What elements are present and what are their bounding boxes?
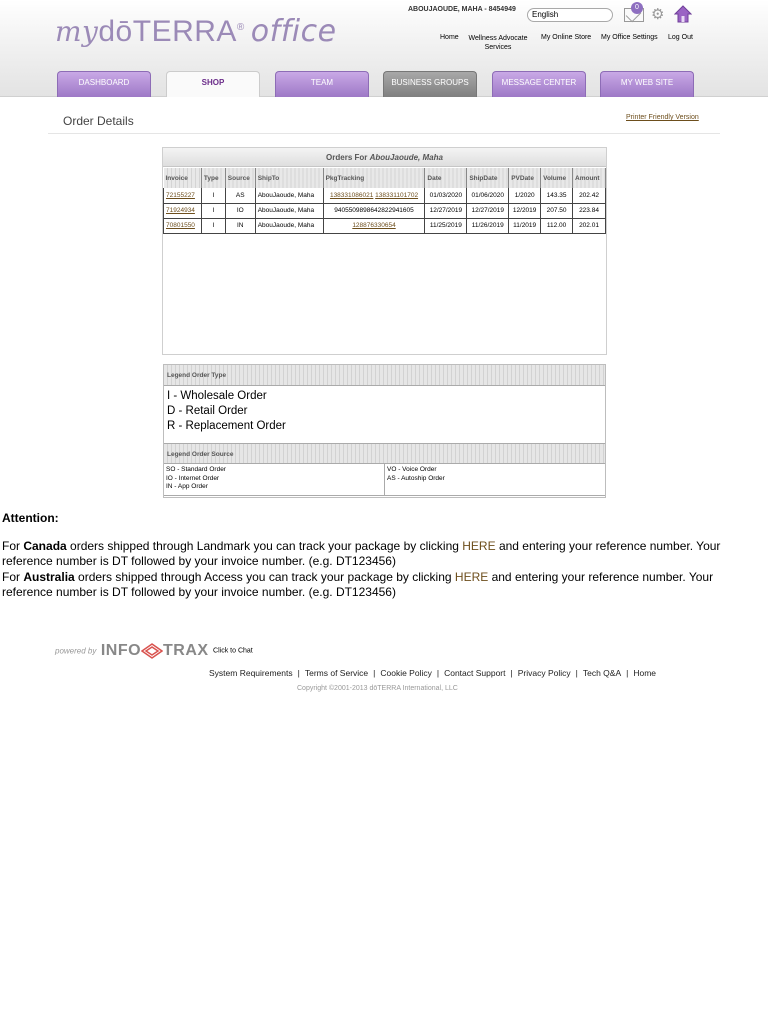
order-pv-date: 1/2020 [509, 188, 541, 203]
footer-tech-qa-link[interactable]: Tech Q&A [582, 668, 622, 678]
order-date: 11/25/2019 [425, 218, 467, 233]
legend-sources-left [164, 464, 385, 496]
legend-order-source-title: Legend Order Source [164, 443, 605, 464]
order-pv-date: 12/2019 [509, 203, 541, 218]
order-source: AS [225, 188, 255, 203]
order-pv-date: 11/2019 [509, 218, 541, 233]
legend-source-item: IN - App Order [166, 483, 208, 490]
title-divider [48, 133, 720, 134]
nav-log-out-link[interactable]: Log Out [668, 34, 693, 41]
footer-privacy-policy-link[interactable]: Privacy Policy [517, 668, 571, 678]
nav-home-link[interactable]: Home [440, 34, 459, 41]
australia-here-link[interactable]: HERE [454, 570, 489, 584]
mail-count-badge: 0 [631, 2, 643, 14]
canada-mid: orders shipped through Landmark you can track your package by clicking [66, 539, 463, 553]
mydoterra-office-logo[interactable] [55, 14, 337, 49]
order-tracking: 9405509898642822941605 [323, 203, 425, 218]
printer-friendly-link[interactable]: Printer Friendly Version [626, 114, 699, 121]
click-to-chat-link[interactable]: Click to Chat [213, 647, 253, 655]
tracking-link[interactable]: 138331086021 [329, 191, 374, 199]
orders-panel-header [163, 148, 606, 167]
legend-source-item: SO - Standard Order [166, 466, 226, 473]
order-ship-date: 12/27/2019 [467, 203, 509, 218]
legend-type-item: I - Wholesale Order [167, 390, 267, 402]
legend-source-item: VO - Voice Order [387, 466, 437, 473]
canada-country: Canada [23, 539, 67, 553]
legend-order-sources [164, 464, 605, 496]
canada-tracking-note [2, 539, 742, 569]
footer-links [209, 668, 656, 678]
nav-my-office-settings-link[interactable]: My Office Settings [601, 34, 658, 41]
order-row [164, 218, 606, 233]
logo-brand: dōTERRA [98, 15, 237, 48]
col-pvdate[interactable]: PVDate [509, 168, 541, 188]
australia-mid: orders shipped through Access you can track your package by clicking [74, 570, 455, 584]
order-type: I [201, 218, 225, 233]
tracking-link[interactable]: 128876330654 [352, 222, 396, 229]
footer-terms-link[interactable]: Terms of Service [304, 668, 369, 678]
col-pkgtracking[interactable]: PkgTracking [323, 168, 425, 188]
orders-table-header-row [164, 168, 606, 188]
orders-header-name: AbouJaoude, Maha [369, 153, 443, 162]
footer-separator: | [575, 668, 578, 678]
legend-panel [163, 364, 606, 498]
legend-source-item: IO - Internet Order [166, 474, 220, 482]
footer-system-requirements-link[interactable]: System Requirements [209, 668, 293, 678]
legend-type-item: D - Retail Order [167, 405, 248, 417]
col-volume[interactable]: Volume [541, 168, 573, 188]
order-type: I [201, 203, 225, 218]
tab-shop[interactable]: SHOP [166, 71, 260, 97]
logo-reg: ® [236, 22, 245, 33]
order-date: 12/27/2019 [425, 203, 467, 218]
order-volume: 207.50 [541, 203, 573, 218]
order-source: IN [225, 218, 255, 233]
australia-post: and entering your reference number. Your reference number is DT followed by your invoice number. (e.g. DT123456) [2, 570, 714, 599]
logo-office: office [250, 14, 337, 49]
col-shipdate[interactable]: ShipDate [467, 168, 509, 188]
powered-by-label: powered by [55, 646, 97, 656]
order-date: 01/03/2020 [425, 188, 467, 203]
order-amount: 202.42 [573, 188, 606, 203]
footer-separator: | [373, 668, 376, 678]
infotrax-logo-icon [141, 643, 163, 659]
logo-my: my [55, 15, 99, 48]
invoice-link[interactable]: 70801550 [166, 222, 195, 229]
order-row [164, 203, 606, 218]
order-source: IO [225, 203, 255, 218]
australia-pre: For [2, 570, 24, 584]
page-title: Order Details [63, 114, 134, 128]
order-ship-date: 01/06/2020 [467, 188, 509, 203]
footer-separator: | [510, 668, 513, 678]
nav-my-online-store-link[interactable]: My Online Store [541, 34, 592, 41]
canada-post: and entering your reference number. Your reference number is DT followed by your invoice number. (e.g. DT123456) [2, 539, 721, 568]
col-source[interactable]: Source [225, 168, 255, 188]
tab-message-center[interactable]: MESSAGE CENTER [492, 71, 586, 97]
powered-by-infotrax[interactable] [55, 642, 253, 662]
tab-team[interactable]: TEAM [275, 71, 369, 97]
gear-icon[interactable]: ⚙ [651, 6, 665, 23]
order-shipto: AbouJaoude, Maha [255, 203, 323, 218]
canada-pre: For [2, 539, 24, 553]
order-ship-date: 11/26/2019 [467, 218, 509, 233]
col-date[interactable]: Date [425, 168, 467, 188]
attention-section [2, 511, 742, 601]
attention-title: Attention: [2, 511, 59, 525]
user-info: ABOUJAOUDE, MAHA - 8454949 [408, 6, 516, 13]
legend-type-item: R - Replacement Order [167, 420, 286, 432]
infotrax-logo-info: INFO [100, 642, 142, 659]
footer-contact-support-link[interactable]: Contact Support [444, 668, 506, 678]
footer-separator: | [626, 668, 629, 678]
footer-separator: | [436, 668, 440, 678]
copyright: Copyright ©2001-2013 dōTERRA International, LLC [297, 685, 458, 692]
orders-panel [162, 147, 607, 355]
header [0, 0, 768, 97]
language-select[interactable]: English [527, 8, 613, 22]
infotrax-logo-trax: TRAX [163, 642, 209, 659]
footer-home-link[interactable]: Home [633, 668, 657, 678]
tab-my-web-site[interactable]: MY WEB SITE [600, 71, 694, 97]
legend-order-type-title: Legend Order Type [164, 365, 605, 386]
invoice-link[interactable]: 71924934 [166, 207, 195, 214]
order-amount: 223.84 [573, 203, 606, 218]
col-amount[interactable]: Amount [573, 168, 606, 188]
footer-cookie-policy-link[interactable]: Cookie Policy [380, 668, 432, 678]
legend-source-item: AS - Autoship Order [387, 474, 445, 482]
tracking-link[interactable]: 138331101702 [375, 191, 419, 199]
tab-dashboard[interactable]: DASHBOARD [57, 71, 151, 97]
col-shipto[interactable]: ShipTo [255, 168, 323, 188]
legend-sources-right [385, 464, 605, 496]
australia-tracking-note [2, 570, 742, 600]
order-amount: 202.01 [573, 218, 606, 233]
tab-business-groups[interactable]: BUSINESS GROUPS [383, 71, 477, 97]
canada-here-link[interactable]: HERE [462, 539, 496, 553]
orders-table [163, 168, 606, 234]
col-type[interactable]: Type [201, 168, 225, 188]
order-row [164, 188, 606, 203]
legend-order-types [164, 386, 605, 443]
col-invoice[interactable]: Invoice [164, 168, 202, 188]
order-type: I [201, 188, 225, 203]
order-shipto: AbouJaoude, Maha [255, 218, 323, 233]
nav-wellness-advocate-services-link[interactable]: Wellness Advocate Services [468, 35, 528, 51]
orders-header-prefix: Orders For [326, 153, 368, 162]
australia-country: Australia [23, 570, 75, 584]
home-icon[interactable] [674, 5, 692, 23]
order-volume: 112.00 [541, 218, 573, 233]
order-volume: 143.35 [541, 188, 573, 203]
invoice-link[interactable]: 72155227 [166, 191, 195, 199]
order-shipto: AbouJaoude, Maha [255, 188, 323, 203]
footer-separator: | [297, 668, 300, 678]
